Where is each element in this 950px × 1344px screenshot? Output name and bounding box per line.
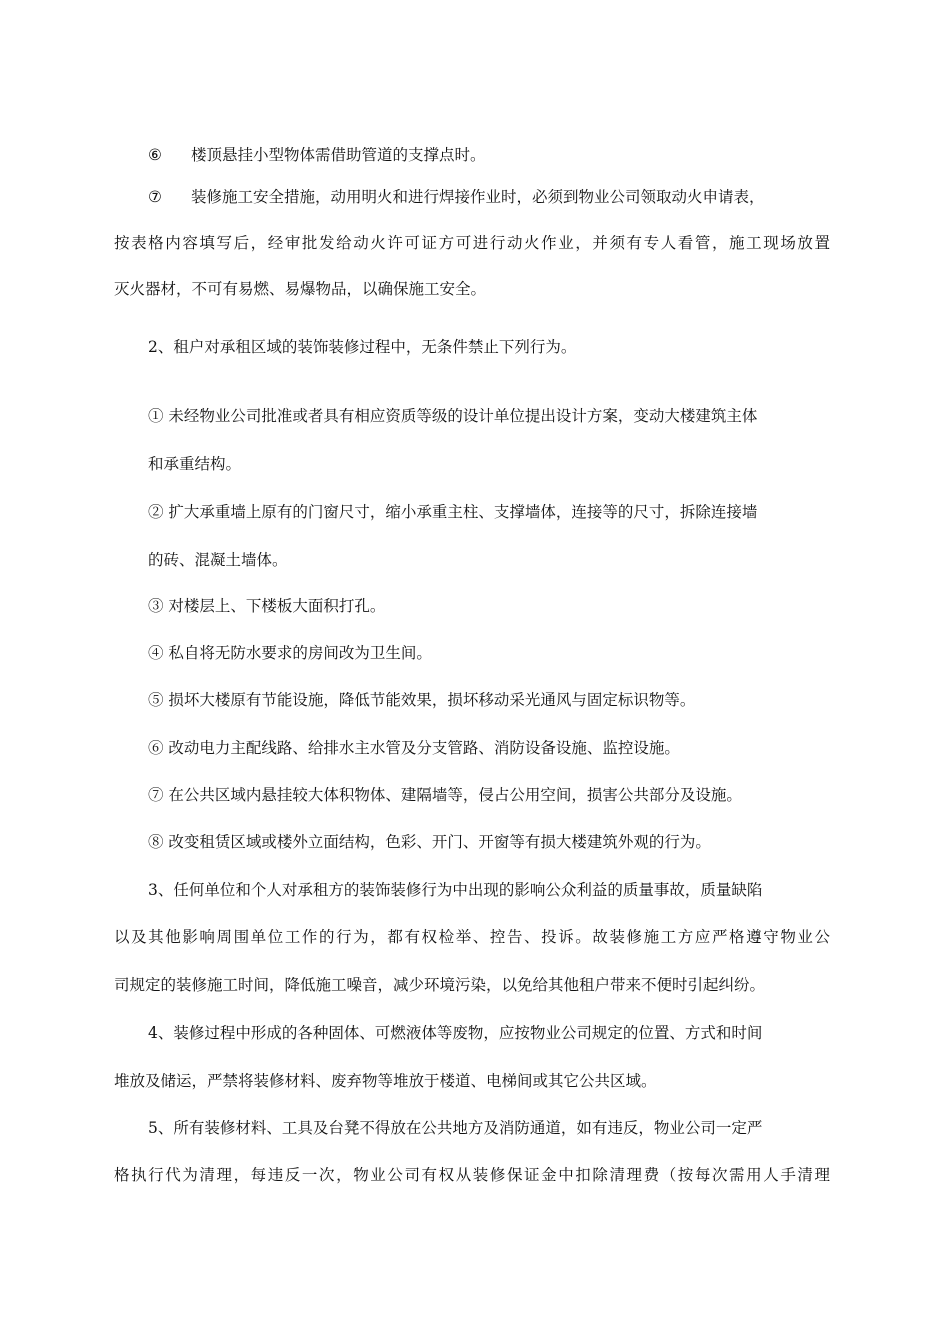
list-item: ② 扩大承重墙上原有的门窗尺寸，缩小承重主柱、支撑墙体，连接等的尺寸，拆除连接墙 <box>148 503 758 521</box>
list-item: 楼顶悬挂小型物体需借助管道的支撑点时。 <box>191 146 486 164</box>
item-number: ⑦ <box>148 188 162 206</box>
item-number: ⑥ <box>148 146 162 164</box>
list-item: ③ 对楼层上、下楼板大面积打孔。 <box>148 597 386 615</box>
list-item: ⑤ 损坏大楼原有节能设施，降低节能效果，损坏移动采光通风与固定标识物等。 <box>148 691 696 709</box>
list-item: ① 未经物业公司批准或者具有相应资质等级的设计单位提出设计方案，变动大楼建筑主体 <box>148 407 758 425</box>
list-item: ⑥ 改动电力主配线路、给排水主水管及分支管路、消防设备设施、监控设施。 <box>148 739 680 757</box>
list-item-continuation: 和承重结构。 <box>148 455 242 473</box>
list-item: ⑦ 在公共区域内悬挂较大体积物体、建隔墙等，侵占公用空间，损害公共部分及设施。 <box>148 786 742 804</box>
list-item-continuation: 的砖、混凝土墙体。 <box>148 551 288 569</box>
paragraph-line: 4、装修过程中形成的各种固体、可燃液体等废物，应按物业公司规定的位置、方式和时间 <box>148 1024 763 1042</box>
section-heading: 2、租户对承租区域的装饰装修过程中，无条件禁止下列行为。 <box>148 338 577 356</box>
paragraph-line: 格执行代为清理，每违反一次，物业公司有权从装修保证金中扣除清理费（按每次需用人手清理 <box>114 1166 830 1184</box>
paragraph-line: 5、所有装修材料、工具及台凳不得放在公共地方及消防通道，如有违反，物业公司一定严 <box>148 1119 763 1137</box>
list-item: ④ 私自将无防水要求的房间改为卫生间。 <box>148 644 432 662</box>
list-item: 装修施工安全措施，动用明火和进行焊接作业时，必须到物业公司领取动火申请表， <box>191 188 765 206</box>
list-item: ⑧ 改变租赁区域或楼外立面结构，色彩、开门、开窗等有损大楼建筑外观的行为。 <box>148 833 711 851</box>
paragraph-line: 以及其他影响周围单位工作的行为，都有权检举、控告、投诉。故装修施工方应严格遵守物业公 <box>114 928 830 946</box>
paragraph-line: 3、任何单位和个人对承租方的装饰装修行为中出现的影响公众利益的质量事故，质量缺陷 <box>148 881 763 899</box>
paragraph-line: 堆放及储运，严禁将装修材料、废弃物等堆放于楼道、电梯间或其它公共区域。 <box>114 1072 657 1090</box>
paragraph-line: 司规定的装修施工时间，降低施工噪音，减少环境污染，以免给其他租户带来不便时引起纠纷。 <box>114 976 766 994</box>
paragraph-line: 灭火器材，不可有易燃、易爆物品，以确保施工安全。 <box>114 280 487 298</box>
paragraph-line: 按表格内容填写后，经审批发给动火许可证方可进行动火作业，并须有专人看管，施工现场放置 <box>114 234 830 252</box>
